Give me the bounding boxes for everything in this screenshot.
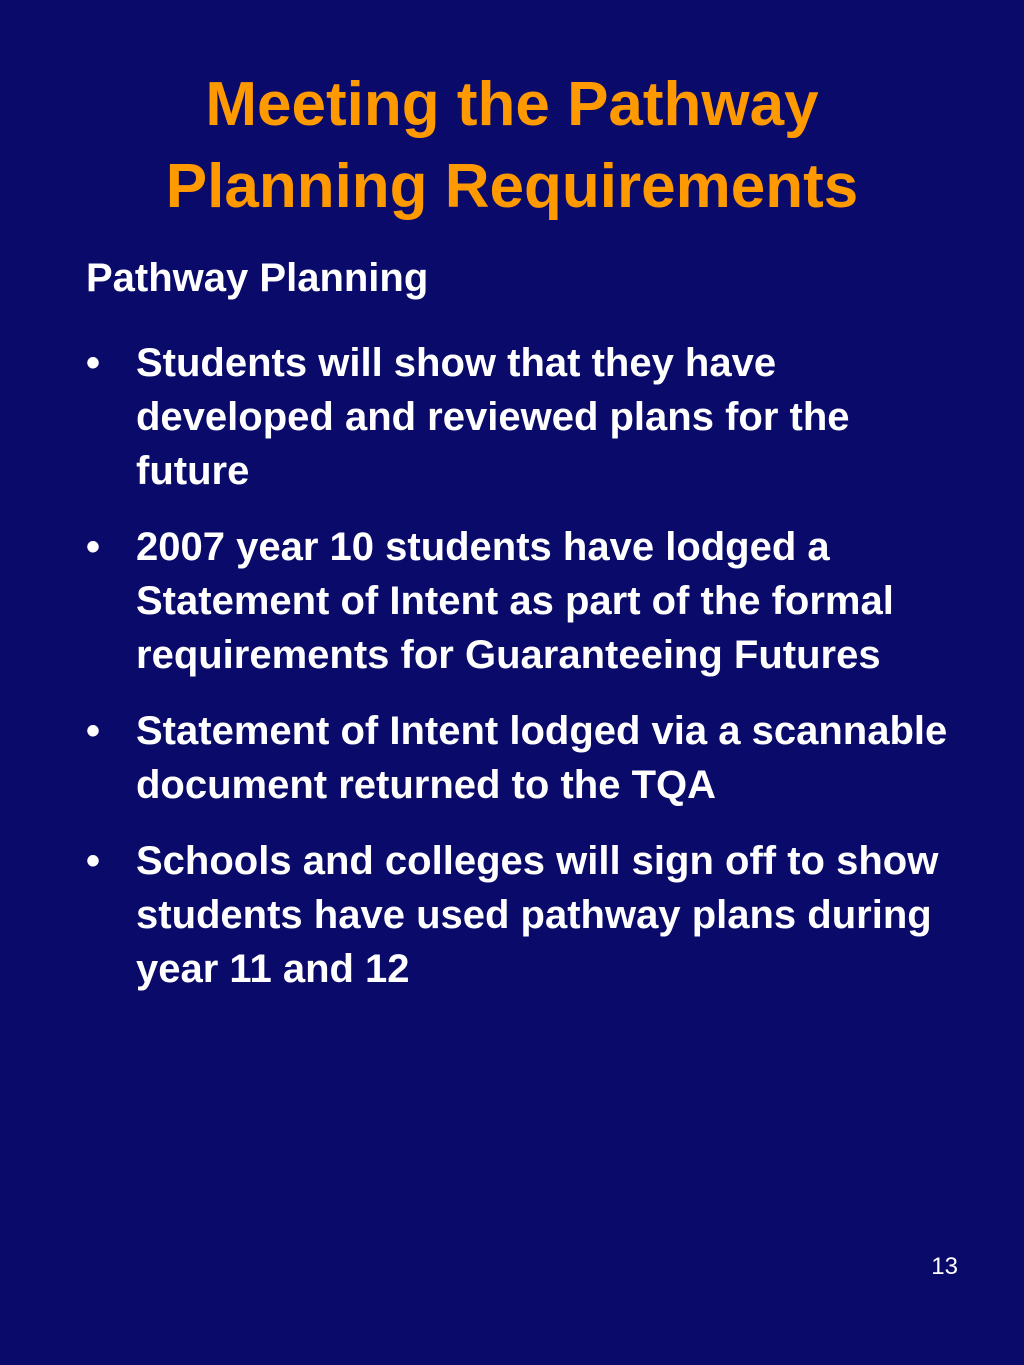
bullet-text: Schools and colleges will sign off to show students have used pathway plans during year 11 and 12 — [136, 839, 939, 991]
bullet-marker: • — [86, 525, 101, 569]
bullet-marker: • — [86, 341, 101, 385]
bullet-text: 2007 year 10 students have lodged a Statement of Intent as part of the formal requirements for Guaranteeing Futures — [136, 525, 894, 677]
bullet-item — [86, 336, 966, 498]
section-subheading: Pathway Planning — [86, 256, 429, 300]
bullet-marker: • — [86, 709, 101, 753]
bullet-text: Statement of Intent lodged via a scannable document returned to the TQA — [136, 709, 948, 807]
bullet-list — [86, 336, 966, 1018]
page-number: 13 — [931, 1253, 958, 1280]
bullet-item — [86, 520, 966, 682]
bullet-text: Students will show that they have developed and reviewed plans for the future — [136, 341, 850, 493]
slide-title-line-2: Planning Requirements — [165, 152, 859, 221]
bullet-marker: • — [86, 839, 101, 883]
bullet-item — [86, 704, 966, 812]
bullet-item — [86, 834, 966, 996]
slide-title — [0, 64, 1024, 228]
slide-title-line-1: Meeting the Pathway — [205, 70, 819, 139]
